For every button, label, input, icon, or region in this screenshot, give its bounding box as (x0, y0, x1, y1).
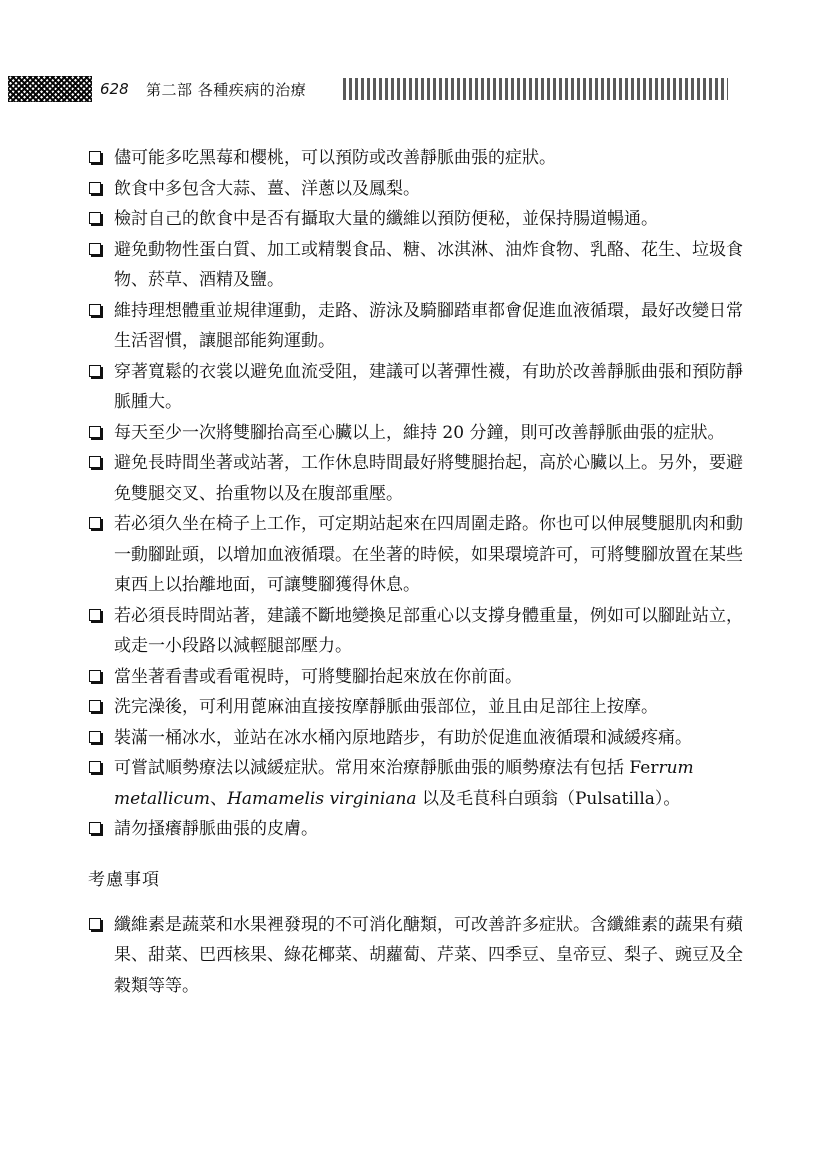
list-item (88, 910, 756, 1002)
item-text: 檢討自己的飲食中是否有攝取大量的纖維以預防便秘，並保持腸道暢通。 (114, 209, 658, 229)
checkbox-icon (89, 304, 101, 316)
list-item (88, 174, 756, 205)
checkbox-icon (89, 426, 101, 438)
checkbox-icon (89, 918, 101, 930)
list-item (88, 509, 756, 601)
checkbox-icon (89, 456, 101, 468)
latin-term: rum metallicum (114, 758, 694, 809)
checkbox-icon (89, 212, 101, 224)
item-text: 纖維素是蔬菜和水果裡發現的不可消化醣類，可改善許多症狀。含纖維素的蔬果有蘋果、甜菜、巴西核果、綠花椰菜、胡蘿蔔、芹菜、四季豆、皇帝豆、梨子、豌豆及全穀類等等。 (114, 914, 743, 996)
list-item (88, 204, 756, 235)
checkbox-icon (89, 609, 101, 621)
checkbox-icon (89, 151, 101, 163)
checkbox-icon (89, 365, 101, 377)
checkbox-icon (89, 243, 101, 255)
list-item (88, 723, 756, 754)
separator: 、 (210, 788, 228, 809)
list-item (88, 753, 756, 814)
item-text: 避免長時間坐著或站著，工作休息時間最好將雙腿抬起，高於心臟以上。另外，要避免雙腿交叉、抬重物以及在腹部重壓。 (114, 453, 743, 504)
page-header (8, 76, 828, 104)
section-title: 第二部 各種疾病的治療 (146, 81, 307, 99)
checkbox-icon (89, 182, 101, 194)
item-text: 若必須久坐在椅子上工作，可定期站起來在四周圍走路。你也可以伸展雙腿肌肉和動一動腳趾頭，以增加血液循環。在坐著的時候，如果環境許可，可將雙腳放置在某些東西上以抬離地面，可讓雙腳獲得休息。 (114, 514, 743, 595)
list-item (88, 418, 756, 449)
list-item (88, 296, 756, 357)
item-text: 洗完澡後，可利用蓖麻油直接按摩靜脈曲張部位，並且由足部往上按摩。 (114, 697, 658, 717)
list-item (88, 692, 756, 723)
item-text: 請勿搔癢靜脈曲張的皮膚。 (114, 819, 318, 839)
checkbox-icon (89, 517, 101, 529)
list-item (88, 601, 756, 662)
list-item (88, 662, 756, 693)
item-text: 儘可能多吃黑莓和櫻桃，可以預防或改善靜脈曲張的症狀。 (114, 148, 556, 168)
list-item (88, 235, 756, 296)
item-text: 飲食中多包含大蒜、薑、洋蔥以及鳳梨。 (114, 178, 420, 199)
checkbox-icon (89, 670, 101, 682)
item-text: 裝滿一桶冰水，並站在冰水桶內原地踏步，有助於促進血液循環和減緩疼痛。 (114, 727, 692, 748)
latin-term: Hamamelis virginiana (227, 788, 417, 809)
checkbox-icon (89, 761, 101, 773)
page-content (88, 143, 756, 1001)
list-item (88, 448, 756, 509)
item-text: 避免動物性蛋白質、加工或精製食品、糖、冰淇淋、油炸食物、乳酪、花生、垃圾食物、菸草、酒精及鹽。 (114, 239, 743, 290)
item-text: 每天至少一次將雙腳抬高至心臟以上，維持 20 分鐘，則可改善靜脈曲張的症狀。 (114, 422, 725, 443)
item-text: 穿著寬鬆的衣裳以避免血流受阻，建議可以著彈性襪，有助於改善靜脈曲張和預防靜脈腫大。 (114, 361, 743, 412)
header-bar (343, 78, 728, 100)
list-item (88, 143, 756, 174)
checkbox-icon (89, 700, 101, 712)
item-text: 維持理想體重並規律運動，走路、游泳及騎腳踏車都會促進血液循環，最好改變日常生活習慣，讓腿部能夠運動。 (114, 300, 743, 351)
homeopathy-text: 可嘗試順勢療法以減緩症狀。常用來治療靜脈曲張的順勢療法有包括 Fer (114, 758, 659, 778)
item-text: 當坐著看書或看電視時，可將雙腳抬起來放在你前面。 (114, 666, 522, 687)
item-text: 若必須長時間站著，建議不斷地變換足部重心以支撐身體重量，例如可以腳趾站立，或走一小段路以減輕腿部壓力。 (114, 605, 743, 656)
checkbox-icon (89, 731, 101, 743)
list-item (88, 814, 756, 845)
header-pattern (8, 76, 92, 102)
considerations-heading: 考慮事項 (88, 869, 160, 890)
list-item (88, 357, 756, 418)
homeopathy-text-end: 以及毛茛科白頭翁（Pulsatilla）。 (416, 788, 681, 809)
checkbox-icon (89, 822, 101, 834)
page-number: 628 (100, 80, 129, 98)
